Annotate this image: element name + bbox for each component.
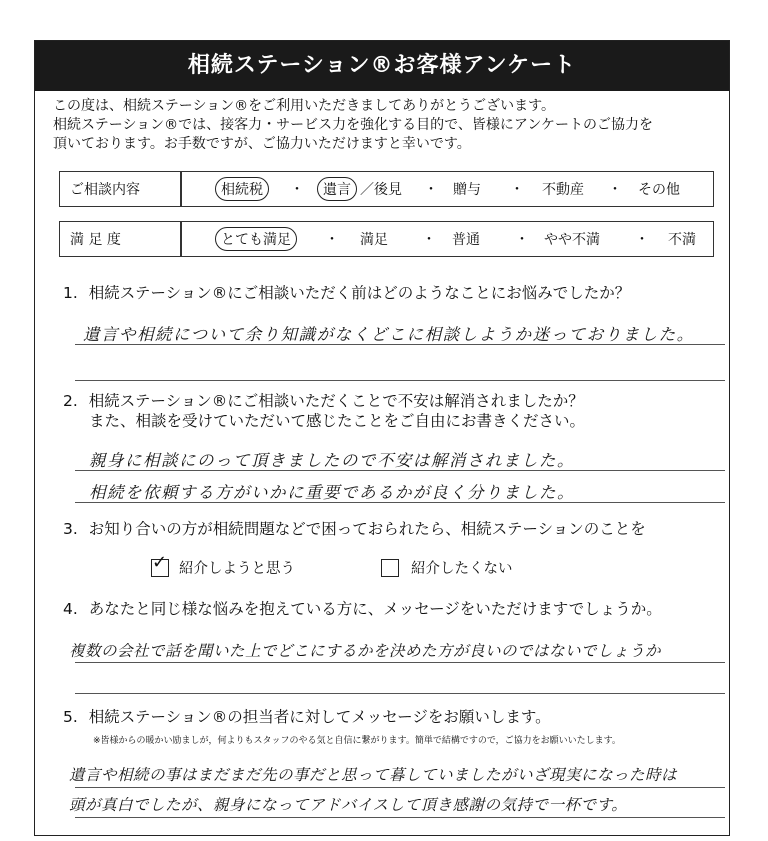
option-totemo-manzoku[interactable]: とても満足 <box>215 227 297 251</box>
check-mark-icon: ✓ <box>152 552 168 573</box>
separator-dot: ・ <box>635 232 649 248</box>
separator-dot: ・ <box>424 182 438 198</box>
question-2 <box>63 391 584 411</box>
divider <box>180 172 182 206</box>
answer-rule <box>75 693 725 694</box>
question-number: 4. <box>63 600 78 618</box>
separator-dot: ・ <box>422 232 436 248</box>
option-souzokuzei[interactable]: 相続税 <box>215 177 269 201</box>
answer-rule <box>75 470 725 471</box>
option-zouyo[interactable]: 贈与 <box>453 182 481 198</box>
question-text: 相続ステーション®にご相談いただく前はどのようなことにお悩みでしたか？ <box>88 284 631 302</box>
question-number: 1. <box>63 284 78 302</box>
answer-1-line-1: 遺言や相続について余り知識がなくどこに相談しようか迷っておりました。 <box>83 325 695 344</box>
answer-2-line-2: 相続を依頼する方がいかに重要であるかが良く分りました。 <box>89 483 575 502</box>
separator-dot: ・ <box>325 232 339 248</box>
question-text: 相続ステーション®の担当者に対してメッセージをお願いします。 <box>88 708 551 726</box>
question-2-subtext: また、相談を受けていただいて感じたことをご自由にお書きください。 <box>89 412 586 430</box>
answer-5-line-1: 遺言や相続の事はまだまだ先の事だと思って暮していましたがいざ現実になった時は <box>69 766 678 784</box>
survey-sheet <box>34 40 730 836</box>
question-number: 3. <box>63 520 78 538</box>
intro-line: この度は、相続ステーション®をご利用いただきましてありがとうございます。 <box>53 98 556 114</box>
page-title: 相続ステーション®お客様アンケート <box>35 41 729 91</box>
answer-rule <box>75 344 725 345</box>
separator-dot: ・ <box>290 182 304 198</box>
consultation-box <box>59 171 714 207</box>
separator-dot: ・ <box>608 182 622 198</box>
question-number: 5. <box>63 708 78 726</box>
answer-4-line-1: 複数の会社で話を聞いた上でどこにするかを決めた方が良いのではないでしょうか <box>69 642 662 660</box>
answer-rule <box>75 662 725 663</box>
note-text: ※皆様からの暖かい励ましが，何よりもスタッフのやる気と自信に繋がります。簡単で結構ですので，ご協力をお願いいたします。 <box>93 736 621 746</box>
option-fudousan[interactable]: 不動産 <box>542 182 584 198</box>
divider <box>180 222 182 256</box>
checkbox-no[interactable] <box>381 559 399 577</box>
question-5 <box>63 707 551 727</box>
separator-dot: ・ <box>515 232 529 248</box>
question-3 <box>63 519 646 539</box>
checkbox-yes[interactable] <box>151 552 169 577</box>
option-yuigon[interactable]: 遺言 <box>317 177 357 201</box>
answer-rule <box>75 502 725 503</box>
option-yaya-fuman[interactable]: やや不満 <box>544 232 600 248</box>
answer-rule <box>75 380 725 381</box>
question-number: 2. <box>63 392 78 410</box>
option-futsuu[interactable]: 普通 <box>452 232 480 248</box>
answer-rule <box>75 817 725 818</box>
option-fuman[interactable]: 不満 <box>668 232 696 248</box>
question-text: お知り合いの方が相続問題などで困っておられたら、相続ステーションのことを <box>88 520 646 538</box>
checkbox-yes-label: 紹介しようと思う <box>179 561 295 577</box>
question-1 <box>63 283 630 303</box>
answer-2-line-1: 親身に相談にのって頂きましたので不安は解消されました。 <box>89 451 575 470</box>
question-4 <box>63 599 662 619</box>
consultation-label: ご相談内容 <box>70 182 140 198</box>
intro-line: 相続ステーション®では、接客力・サービス力を強化する目的で、皆様にアンケートのご協力を <box>53 117 654 133</box>
separator-dot: ・ <box>510 182 524 198</box>
checkbox-no-label: 紹介したくない <box>411 561 513 577</box>
satisfaction-label: 満 足 度 <box>70 232 121 248</box>
answer-rule <box>75 787 725 788</box>
option-manzoku[interactable]: 満足 <box>360 232 388 248</box>
answer-5-line-2: 頭が真白でしたが、親身になってアドバイスして頂き感謝の気持で一杯です。 <box>69 796 628 814</box>
option-kouken[interactable]: ／後見 <box>360 182 402 198</box>
intro-line: 頂いております。お手数ですが、ご協力いただけますと幸いです。 <box>53 136 471 152</box>
satisfaction-box <box>59 221 714 257</box>
question-text: あなたと同じ様な悩みを抱えている方に、メッセージをいただけますでしょうか。 <box>88 600 662 618</box>
option-sonota[interactable]: その他 <box>638 182 680 198</box>
intro-text <box>53 97 713 154</box>
question-text: 相続ステーション®にご相談いただくことで不安は解消されましたか？ <box>88 392 584 410</box>
